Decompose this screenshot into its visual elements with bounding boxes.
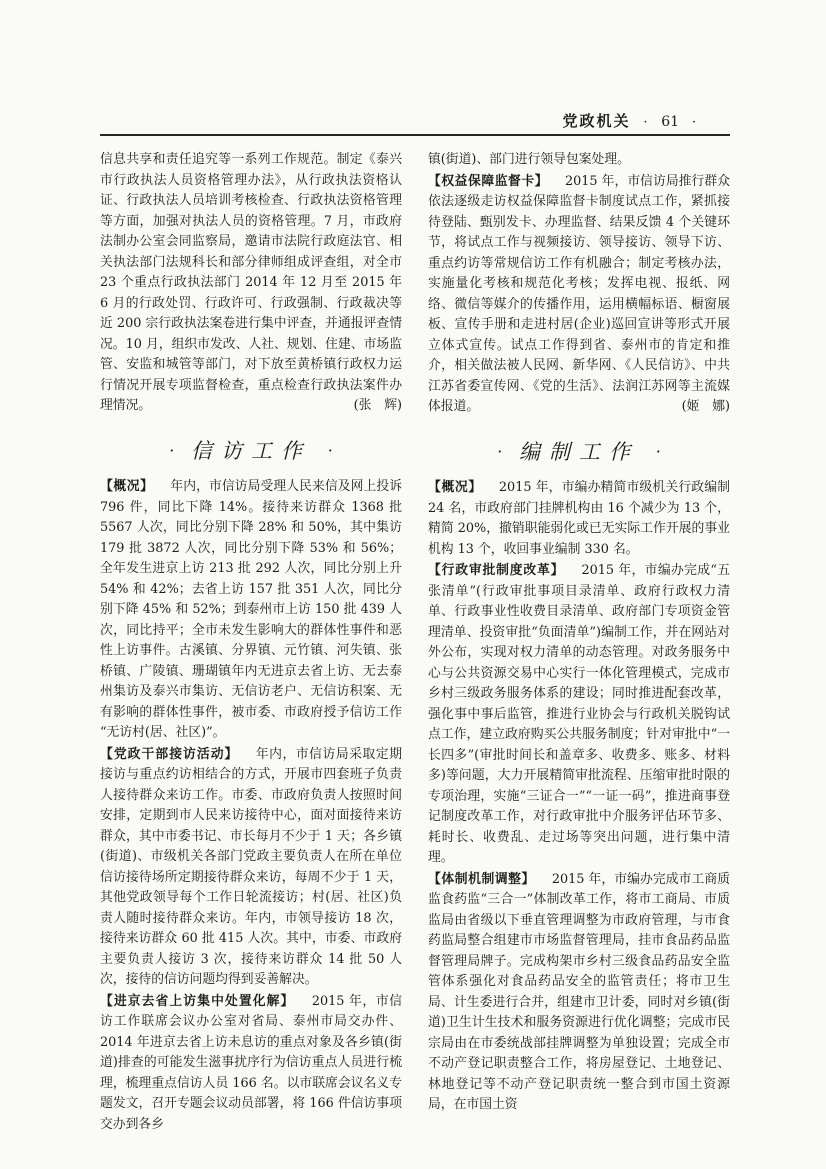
continuation-paragraph bbox=[428, 150, 730, 171]
running-head-text bbox=[563, 110, 704, 131]
header-dot-left: · bbox=[643, 115, 649, 130]
entry-label: 【权益保障监督卡】 bbox=[428, 172, 549, 188]
author-credit: (姬 娜) bbox=[681, 399, 730, 414]
entry-label: 【党政干部接访活动】 bbox=[100, 745, 239, 761]
paragraph-text: 信息共享和责任追究等一系列工作规范。制定《泰兴市行政执法人员资格管理办法》，从行政执法资格认证、行政执法人员培训考核检查、行政执法资格管理等方面，加强对执法人员的资格管理。7 月，市政府法制办公室会同监察局，邀请市法院行政庭法官、相关执法部门法规科长和部分律师组成评查组，对全市 23 个重点行政执法部门 2014 年 12 月至 2015 年 6 月的行政处罚、行政许可、行政强制、行政裁决等近 200 宗行政执法案卷进行集中评查，并通报评查情况。10 月，组织市发改、人社、规划、住建、市场监管、安监和城管等部门，对下放至黄桥镇行政权力运行情况开展专项监督检查，重点检查行政执法案件办理情况。 bbox=[100, 152, 402, 413]
right-column bbox=[428, 150, 730, 1116]
section-heading-xinfang bbox=[100, 438, 402, 463]
entry-tizhi-tiaozheng bbox=[428, 869, 730, 1116]
section-heading-bianzhi bbox=[428, 439, 730, 464]
page-number: 61 bbox=[661, 114, 680, 130]
heading-dot-right: · bbox=[327, 440, 333, 460]
heading-dot-left: · bbox=[169, 440, 175, 460]
running-head bbox=[100, 110, 730, 131]
entry-label: 【行政审批制度改革】 bbox=[428, 562, 565, 577]
entry-label: 【概况】 bbox=[100, 478, 154, 493]
entry-gaikuang bbox=[100, 476, 402, 744]
entry-text: 2015 年，市编办完成市工商质监食药监“三合一”体制改革工作，将市工商局、市质监局由省级以下垂直管理调整为市政府管理，与市食药监局整合组建市市场监督管理局，挂市食品药品监督管理局牌子。完成构架市乡村三级食品药品安全监管体系强化对食品药品安全的监管责任；将市卫生局、计生委进行合并，组建市卫计委，同时对乡镇(街道)卫生计生技术和服务资源进行优化调整；完成市民宗局由在市委统战部挂牌调整为单独设置；完成全市不动产登记职责整合工作，将房屋登记、土地登记、林地登记等不动产登记职责统一整合到市国土资源局，在市国土资 bbox=[428, 871, 730, 1112]
heading-dot-left: · bbox=[497, 441, 503, 461]
section-heading-title: 编制工作 bbox=[519, 439, 639, 464]
author-credit: (张 辉) bbox=[353, 398, 402, 413]
entry-text: 2015 年，市编办精简市级机关行政编制 24 名，市政府部门挂牌机构由 16 个减少为 13 个，精简 20%，撤销职能弱化或已无实际工作开展的事业机构 13 个，收回事业编制 330 名。 bbox=[428, 480, 731, 557]
continuation-paragraph bbox=[100, 150, 402, 417]
entry-gaikuang bbox=[428, 477, 730, 560]
paragraph-text: 镇(街道)、部门进行领导包案处理。 bbox=[428, 152, 630, 167]
left-column bbox=[100, 150, 402, 1135]
heading-dot-right: · bbox=[655, 441, 661, 461]
entry-text: 年内，市信访局受理人民来信及网上投诉 796 件，同比下降 14%。接待来访群众 1368 批 5567 人次，同比分别下降 28% 和 50%，其中集访 179 批 3872 人次，同比分别下降 53% 和 56%；全年发生进京上访 213 批 292 人次，同比分别上升 54% 和 42%；去省上访 157 批 351 人次，同比分别下降 45% 和 52%；到泰州市上访 150 批 439 人次，同比持平；全市未发生影响大的群体性事件和恶性上访事件。古溪镇、分界镇、元竹镇、河失镇、张桥镇、广陵镇、珊瑚镇年内无进京去省上访、无去泰州集访及泰兴市集访、无信访老户、无信访积案、无有影响的群体性事件，被市委、市政府授予信访工作“无访村(居、社区)”。 bbox=[100, 479, 402, 740]
entry-text: 2015 年，市编办完成“五张清单”(行政审批事项目录清单、政府行政权力清单、行政事业性收费目录清单、政府部门专项资金管理清单、投资审批“负面清单”)编制工作，并在网站对外公布，实现对权力清单的动态管理。对政务服务中心与公共资源交易中心实行一体化管理模式，完成市乡村三级政务服务体系的建设；同时推进配套改革，强化事中事后监管，推进行业协会与行政机关脱钩试点工作，建立政府购买公共服务制度；针对审批中“一长四多”(审批时间长和盖章多、收费多、账多、材料多)等问题，大力开展精简审批流程、压缩审批时限的专项治理，实施“三证合一”“一证一码”，推进商事登记制度改革工作，对行政审批中介服务评估环节多、耗时长、收费乱、走过场等突出问题，进行集中清理。 bbox=[428, 563, 730, 865]
entry-text: 2015 年，市信访局推行群众依法逐级走访权益保障监督卡制度试点工作，紧抓接待登陆、甄别发卡、办理监督、结果反馈 4 个关键环节，将试点工作与视频接访、领导接访、领导下访、重点约访等常规信访工作有机融合；制定考核办法，实施量化考核和规范化考核；发挥电视、报纸、网络、微信等媒介的传播作用，运用横幅标语、橱窗展板、宣传手册和走进村居(企业)巡回宣讲等形式开展立体式宣传。试点工作得到省、泰州市的肯定和推介，相关做法被人民网、新华网、《人民信访》、中共江苏省委宣传网、《党的生活》、法润江苏网等主流媒体报道。 bbox=[428, 173, 731, 414]
entry-label: 【体制机制调整】 bbox=[428, 870, 535, 886]
entry-jijing-chuzhi bbox=[100, 991, 402, 1136]
entry-text: 2015 年，市信访工作联席会议办公室对省局、泰州市局交办件、2014 年进京去省上访未息访的重点对象及各乡镇(街道)排查的可能发生滋事扰序行为信访重点人员进行梳理，梳理重点信访人员 166 名。以市联席会议名义专题发文，召开专题会议动员部署，将 166 件信访事项交办到各乡 bbox=[100, 993, 402, 1132]
entry-jiefang-huodong bbox=[100, 744, 402, 991]
entry-label: 【概况】 bbox=[428, 479, 482, 494]
entry-label: 【进京去省上访集中处置化解】 bbox=[100, 992, 295, 1008]
entry-quanyi-baozhang bbox=[428, 171, 730, 418]
chapter-title: 党政机关 bbox=[562, 113, 631, 130]
section-heading-title: 信访工作 bbox=[191, 438, 311, 463]
entry-shenpi-gaige bbox=[428, 560, 730, 869]
entry-text: 年内，市信访局采取定期接访与重点约访相结合的方式，开展市四套班子负责人接待群众来访工作。市委、市政府负责人按照时间安排，定期到市人民来访接待中心，面对面接待来访群众，其中市委书记、市长每月不少于 1 天；各乡镇(街道)、市级机关各部门党政主要负责人在所在单位信访接待场所定期接待群众来访，每周不少于 1 天，其他党政领导每个工作日轮流接访；村(居、社区)负责人随时接待群众来访。年内，市领导接访 18 次，接待来访群众 60 批 415 人次。其中，市委、市政府主要负责人接访 3 次，接待来访群众 14 批 50 人次，接待的信访问题均得到妥善解决。 bbox=[100, 746, 403, 987]
header-rule bbox=[100, 134, 730, 136]
header-dot-right: · bbox=[691, 115, 697, 130]
